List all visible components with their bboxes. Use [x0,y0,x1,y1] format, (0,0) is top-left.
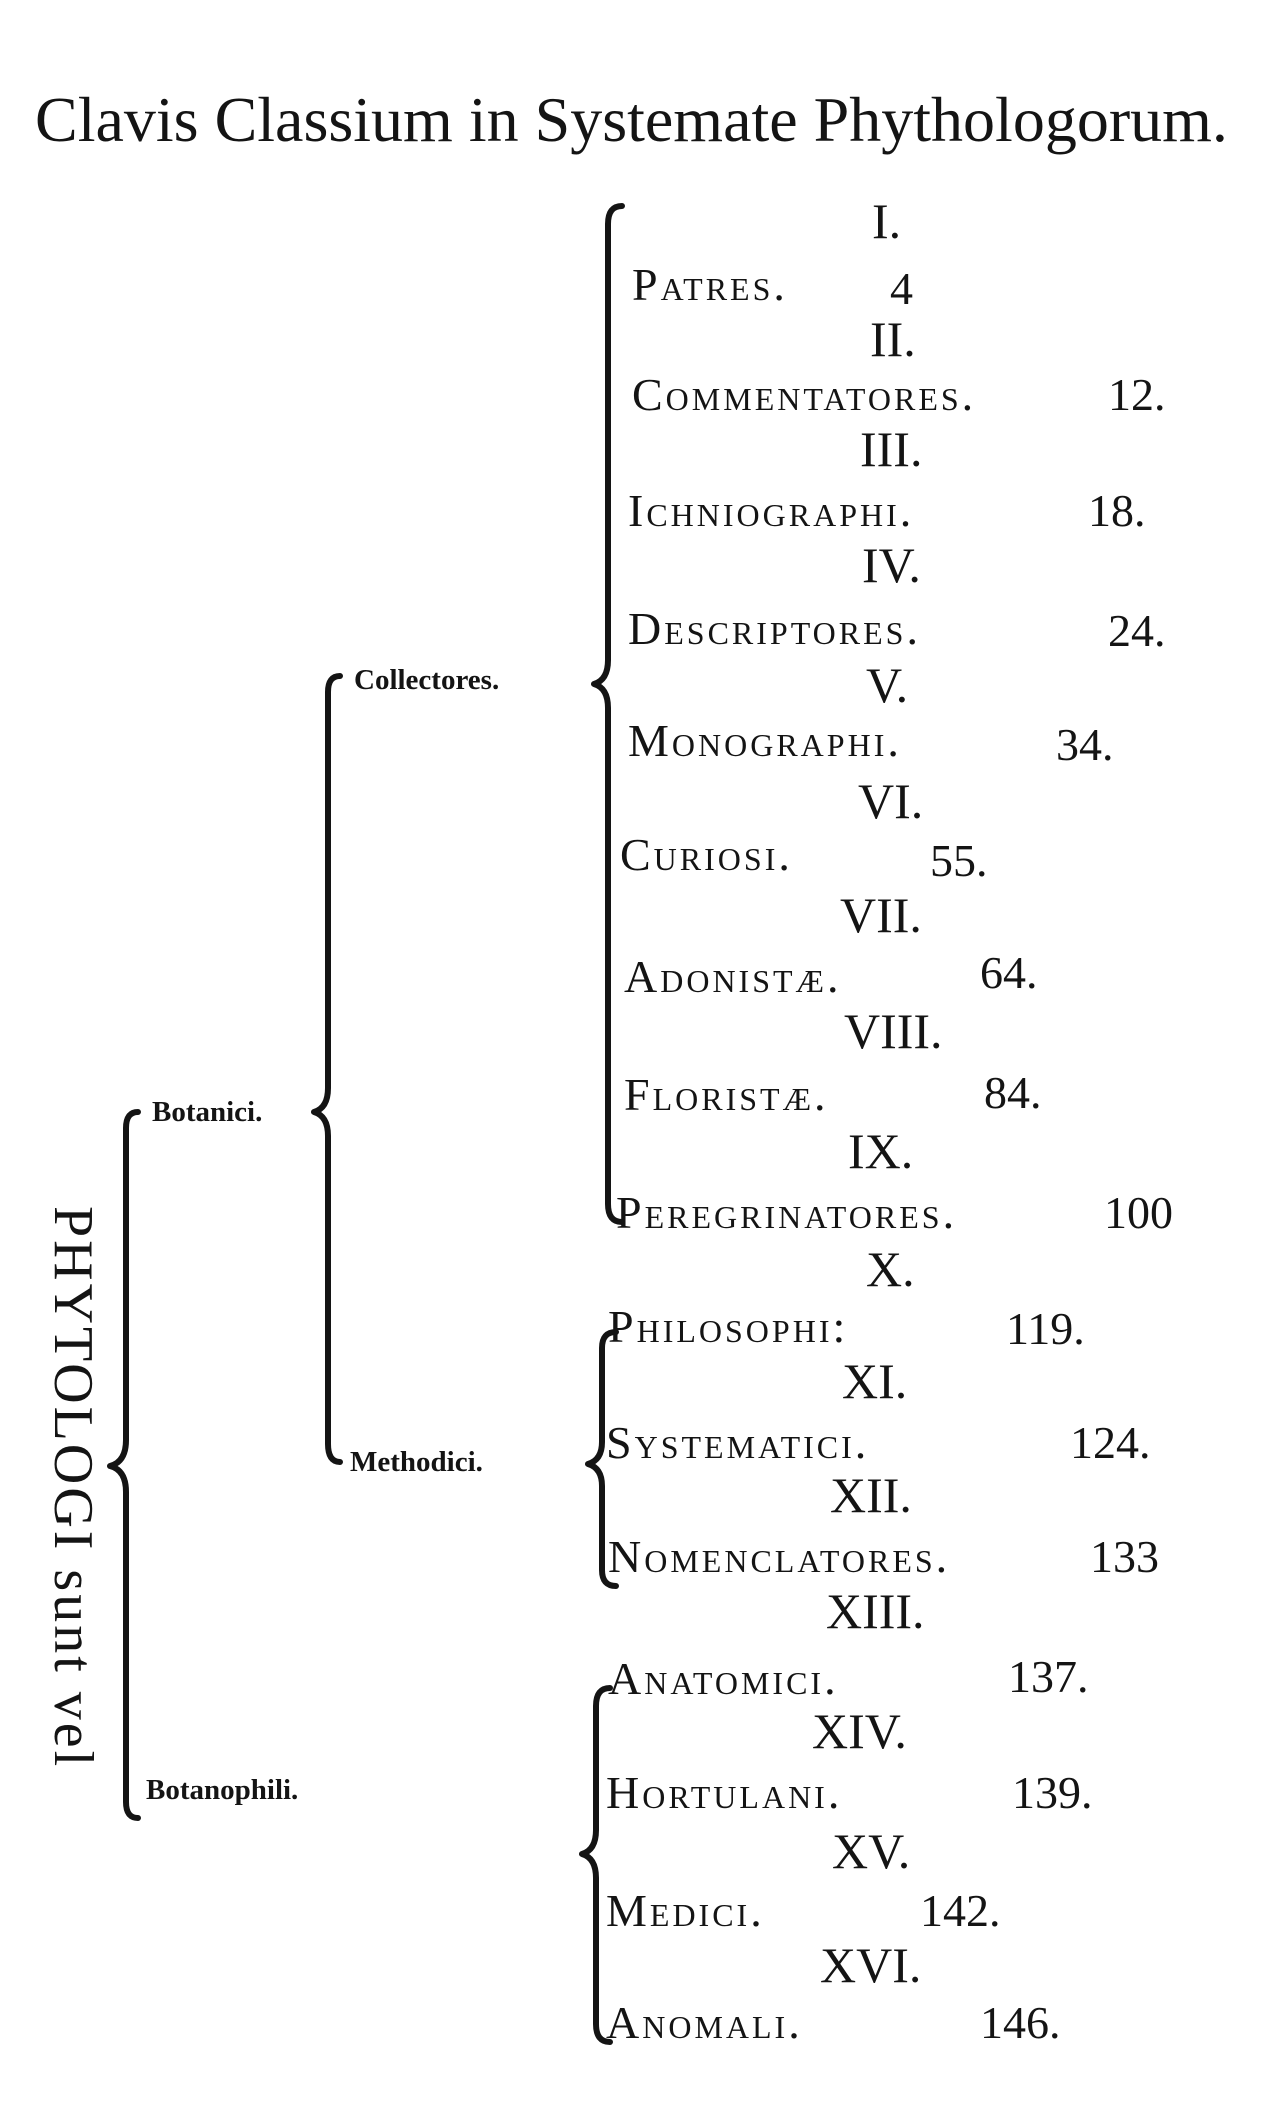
class-page: 34. [1056,719,1114,770]
class-name: Floristæ. [624,1069,829,1120]
group-label-botanici: Botanici. [152,1096,263,1128]
class-name: Commentatores. [632,369,977,420]
class-numeral: II. [870,311,916,367]
class-numeral: X. [866,1241,915,1297]
class-numeral: VI. [858,773,924,829]
class-name: Adonistæ. [624,951,842,1002]
botanici-brace [314,676,340,1462]
class-name: Philosophi: [608,1301,849,1352]
class-numeral: XV. [832,1823,911,1879]
root-label-text: PHYTOLOGI sunt vel [42,1206,104,1770]
class-name: Hortulani. [606,1767,843,1818]
collectores-brace [594,206,622,1222]
group-label-botanophili: Botanophili. [146,1774,299,1806]
class-page: 100 [1104,1187,1173,1238]
botanophili-brace [582,1688,610,2042]
class-numeral: I. [872,193,902,249]
class-name: Anatomici. [608,1653,839,1704]
class-numeral: VII. [840,887,922,943]
class-page: 4 [890,263,913,314]
class-page: 55. [930,835,988,886]
class-name: Systematici. [606,1417,870,1468]
class-page: 84. [984,1067,1042,1118]
class-page: 137. [1008,1651,1089,1702]
class-numeral: XVI. [820,1937,922,1993]
class-name: Ichniographi. [628,485,915,536]
class-page: 142. [920,1885,1001,1936]
class-numeral: III. [860,421,923,477]
class-name: Monographi. [628,715,902,766]
class-name: Nomenclatores. [608,1531,951,1582]
class-numeral: XI. [842,1353,908,1409]
class-name: Medici. [606,1885,765,1936]
class-name: Peregrinatores. [616,1187,958,1238]
class-page: 119. [1006,1303,1085,1354]
group-label-collectores: Collectores. [354,664,500,696]
page-title: Clavis Classium in Systemate Phythologorum. [35,84,1228,155]
class-name: Descriptores. [628,603,921,654]
class-page: 139. [1012,1767,1093,1818]
class-numeral: V. [866,657,909,713]
group-label-methodici: Methodici. [350,1446,483,1478]
class-numeral: IV. [862,537,921,593]
class-page: 146. [980,1997,1061,2048]
root-label [28,1138,118,1838]
class-page: 12. [1108,369,1166,420]
class-name: Anomali. [606,1997,803,2048]
class-page: 18. [1088,485,1146,536]
class-page: 124. [1070,1417,1151,1468]
class-numeral: XIV. [812,1703,907,1759]
class-name: Curiosi. [620,829,793,880]
class-name: Patres. [632,259,788,310]
class-numeral: IX. [848,1123,914,1179]
class-page: 24. [1108,605,1166,656]
class-numeral: XII. [830,1467,912,1523]
class-numeral: XIII. [826,1583,925,1639]
class-page: 133 [1090,1531,1159,1582]
class-numeral: VIII. [844,1003,943,1059]
class-page: 64. [980,947,1038,998]
